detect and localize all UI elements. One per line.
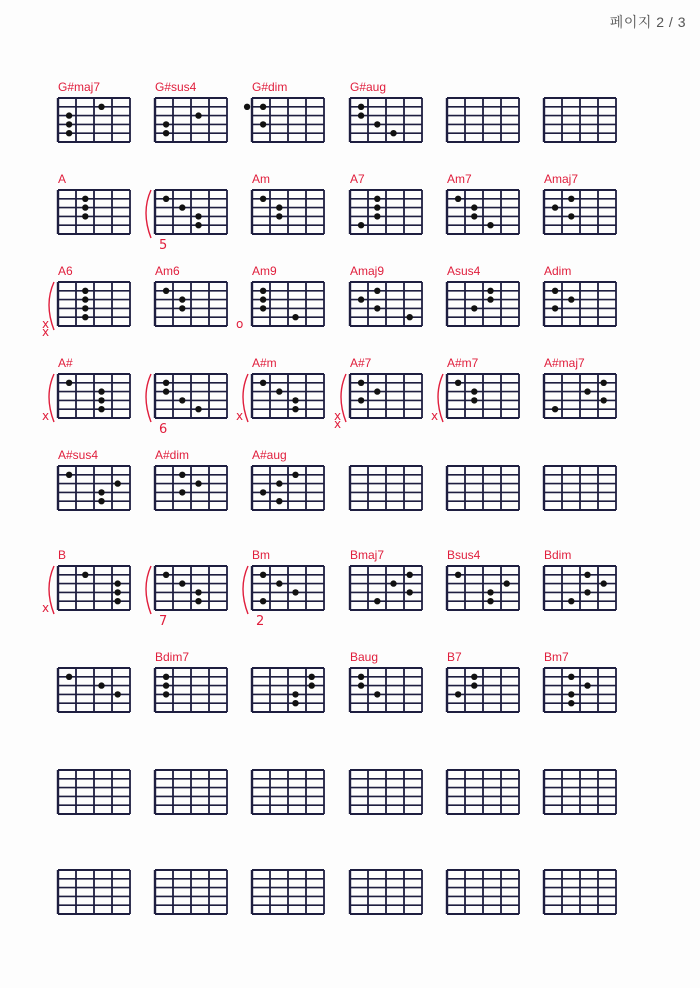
finger-dot [163, 682, 169, 688]
chord-grid [155, 264, 241, 356]
finger-dot [374, 388, 380, 394]
chord-diagram [447, 650, 533, 742]
chord-diagram [350, 548, 436, 640]
finger-dot [163, 196, 169, 202]
fret-number: 7 [159, 614, 168, 629]
finger-dot [66, 121, 72, 127]
finger-dot [568, 700, 574, 706]
finger-dot [179, 397, 185, 403]
finger-dot [260, 572, 266, 578]
chord-diagram [350, 852, 436, 944]
finger-dot [66, 380, 72, 386]
chord-diagram [58, 650, 144, 742]
chord-name: A# [58, 356, 73, 370]
finger-dot [584, 589, 590, 595]
finger-dot [487, 222, 493, 228]
finger-dot [66, 130, 72, 136]
chord-diagram [58, 752, 144, 844]
chord-name: Bdim [544, 548, 572, 562]
chord-diagram [544, 752, 630, 844]
finger-dot [358, 104, 364, 110]
finger-dot [115, 580, 121, 586]
chord-grid [252, 548, 338, 640]
chord-grid [544, 548, 630, 640]
finger-dot [358, 380, 364, 386]
chord-diagram [544, 80, 630, 172]
chord-diagram [155, 172, 241, 264]
barre-arc [146, 566, 151, 614]
finger-dot [552, 406, 558, 412]
chord-diagram [58, 448, 144, 540]
finger-dot [82, 305, 88, 311]
finger-dot [471, 388, 477, 394]
chord-name: Asus4 [447, 264, 481, 278]
finger-dot [163, 572, 169, 578]
mute-mark: x [42, 601, 50, 615]
chord-grid [447, 548, 533, 640]
finger-dot [66, 112, 72, 118]
finger-dot [179, 472, 185, 478]
chord-grid [58, 752, 144, 844]
finger-dot [98, 104, 104, 110]
chord-diagram [447, 752, 533, 844]
finger-dot [374, 121, 380, 127]
chord-grid [447, 448, 533, 540]
chord-name: Am9 [252, 264, 277, 278]
finger-dot [601, 397, 607, 403]
chord-name: A#sus4 [58, 448, 99, 462]
page-number: 페이지 2 / 3 [609, 14, 686, 30]
chord-name: Bm7 [544, 650, 569, 664]
finger-dot [276, 580, 282, 586]
chord-grid [447, 752, 533, 844]
finger-dot [374, 305, 380, 311]
chord-grid [58, 264, 144, 356]
chord-name: A#aug [252, 448, 287, 462]
chord-diagram [252, 752, 338, 844]
finger-dot [487, 598, 493, 604]
chord-grid [350, 448, 436, 540]
chord-diagram [252, 548, 338, 640]
finger-dot [115, 589, 121, 595]
chord-diagram [447, 448, 533, 540]
chord-grid [544, 264, 630, 356]
chord-grid [447, 80, 533, 172]
finger-dot [163, 388, 169, 394]
fret-number: 6 [159, 422, 168, 437]
finger-dot [309, 674, 315, 680]
finger-dot [260, 296, 266, 302]
finger-dot [358, 674, 364, 680]
finger-dot [374, 691, 380, 697]
chord-name: Bmaj7 [350, 548, 385, 562]
finger-dot [98, 489, 104, 495]
finger-dot [276, 388, 282, 394]
chord-grid [350, 80, 436, 172]
chord-name: A7 [350, 172, 365, 186]
chord-name: A [58, 172, 67, 186]
chord-diagram [350, 650, 436, 742]
chord-diagram [155, 264, 241, 356]
finger-dot [179, 296, 185, 302]
chord-name: B [58, 548, 67, 562]
finger-dot [471, 682, 477, 688]
finger-dot [195, 222, 201, 228]
finger-dot [98, 498, 104, 504]
finger-dot [260, 598, 266, 604]
chord-grid [544, 650, 630, 742]
finger-dot [455, 196, 461, 202]
finger-dot [358, 222, 364, 228]
barre-arc [146, 190, 151, 238]
chord-name: Am6 [155, 264, 180, 278]
finger-dot [244, 104, 250, 110]
chord-grid [58, 448, 144, 540]
finger-dot [82, 314, 88, 320]
finger-dot [179, 580, 185, 586]
chord-diagram [252, 852, 338, 944]
chord-grid [544, 356, 630, 448]
chord-name: G#maj7 [58, 80, 101, 94]
finger-dot [552, 288, 558, 294]
finger-dot [374, 204, 380, 210]
chord-grid [155, 172, 241, 264]
finger-dot [471, 305, 477, 311]
finger-dot [260, 288, 266, 294]
finger-dot [276, 213, 282, 219]
chord-name: A#maj7 [544, 356, 585, 370]
finger-dot [179, 489, 185, 495]
chord-grid [155, 548, 241, 640]
chord-name: Amaj9 [350, 264, 385, 278]
finger-dot [163, 288, 169, 294]
finger-dot [455, 691, 461, 697]
chord-diagram [350, 752, 436, 844]
chord-name: Am [252, 172, 270, 186]
finger-dot [374, 213, 380, 219]
finger-dot [98, 397, 104, 403]
chord-grid [350, 172, 436, 264]
finger-dot [195, 406, 201, 412]
chord-grid [155, 80, 241, 172]
chord-diagram [544, 448, 630, 540]
chord-name: Bm [252, 548, 270, 562]
finger-dot [82, 296, 88, 302]
chord-grid [252, 650, 338, 742]
mute-mark: o [236, 317, 244, 331]
chord-grid [544, 172, 630, 264]
finger-dot [584, 572, 590, 578]
finger-dot [568, 196, 574, 202]
finger-dot [195, 213, 201, 219]
chord-diagram [544, 548, 630, 640]
finger-dot [292, 691, 298, 697]
chord-diagram [544, 172, 630, 264]
finger-dot [82, 204, 88, 210]
finger-dot [260, 305, 266, 311]
chord-diagram [350, 448, 436, 540]
chord-grid [544, 448, 630, 540]
chord-name: A#7 [350, 356, 372, 370]
chord-grid [155, 650, 241, 742]
finger-dot [98, 406, 104, 412]
chord-diagram [350, 264, 436, 356]
finger-dot [390, 130, 396, 136]
chord-name: G#sus4 [155, 80, 197, 94]
finger-dot [471, 213, 477, 219]
chord-grid [58, 172, 144, 264]
finger-dot [407, 589, 413, 595]
finger-dot [584, 388, 590, 394]
finger-dot [455, 572, 461, 578]
chord-diagram [155, 852, 241, 944]
chord-diagram [155, 650, 241, 742]
finger-dot [66, 472, 72, 478]
finger-dot [163, 674, 169, 680]
finger-dot [358, 397, 364, 403]
finger-dot [292, 397, 298, 403]
finger-dot [292, 472, 298, 478]
finger-dot [98, 388, 104, 394]
chord-grid [447, 852, 533, 944]
mute-mark: x x [42, 317, 50, 339]
chord-diagram [544, 852, 630, 944]
finger-dot [455, 380, 461, 386]
chord-grid [350, 852, 436, 944]
chord-name: A6 [58, 264, 73, 278]
finger-dot [358, 112, 364, 118]
finger-dot [487, 589, 493, 595]
chord-grid [58, 356, 144, 448]
finger-dot [471, 204, 477, 210]
finger-dot [568, 213, 574, 219]
chord-name: Adim [544, 264, 572, 278]
chord-diagram [252, 650, 338, 742]
chord-diagram [431, 356, 533, 448]
chord-name: A#m [252, 356, 277, 370]
chord-name: A#dim [155, 448, 190, 462]
chord-name: G#aug [350, 80, 387, 94]
finger-dot [568, 691, 574, 697]
chord-name: G#dim [252, 80, 288, 94]
finger-dot [195, 589, 201, 595]
finger-dot [471, 397, 477, 403]
chord-diagram [544, 650, 630, 742]
chord-grid [58, 80, 144, 172]
finger-dot [115, 480, 121, 486]
chord-name: A#m7 [447, 356, 479, 370]
finger-dot [292, 314, 298, 320]
chord-grid [58, 548, 144, 640]
mute-mark: x [431, 409, 439, 423]
finger-dot [276, 204, 282, 210]
chord-diagram [155, 356, 241, 448]
chord-grid [350, 650, 436, 742]
finger-dot [552, 305, 558, 311]
mute-mark: x [42, 409, 50, 423]
finger-dot [260, 196, 266, 202]
chord-grid [447, 264, 533, 356]
chord-grid [447, 356, 533, 448]
chord-diagram [58, 80, 144, 172]
finger-dot [276, 480, 282, 486]
chord-grid [155, 356, 241, 448]
chord-grid [544, 80, 630, 172]
finger-dot [179, 204, 185, 210]
chord-grid [58, 650, 144, 742]
finger-dot [260, 380, 266, 386]
chord-grid [447, 172, 533, 264]
chord-name: Bdim7 [155, 650, 190, 664]
chord-name: Amaj7 [544, 172, 579, 186]
chord-diagram [334, 356, 436, 448]
chord-grid [252, 852, 338, 944]
finger-dot [195, 598, 201, 604]
finger-dot [260, 121, 266, 127]
chord-diagram [236, 356, 338, 448]
chord-grid [155, 448, 241, 540]
finger-dot [292, 700, 298, 706]
chord-grid [350, 548, 436, 640]
finger-dot [584, 682, 590, 688]
barre-arc [243, 566, 248, 614]
chord-grid [252, 448, 338, 540]
chord-grid [350, 356, 436, 448]
chord-name: B7 [447, 650, 462, 664]
chord-grid [544, 752, 630, 844]
chord-diagram [447, 264, 533, 356]
chord-grid [155, 752, 241, 844]
finger-dot [115, 691, 121, 697]
finger-dot [568, 674, 574, 680]
chord-diagram [252, 448, 338, 540]
finger-dot [309, 682, 315, 688]
finger-dot [115, 598, 121, 604]
mute-mark: x [236, 409, 244, 423]
chord-grid [447, 650, 533, 742]
finger-dot [82, 213, 88, 219]
finger-dot [98, 682, 104, 688]
chord-diagram [447, 852, 533, 944]
finger-dot [163, 380, 169, 386]
finger-dot [195, 112, 201, 118]
finger-dot [601, 380, 607, 386]
chord-grid [252, 356, 338, 448]
finger-dot [374, 196, 380, 202]
chord-grid [350, 264, 436, 356]
chord-diagram [58, 172, 144, 264]
finger-dot [552, 204, 558, 210]
finger-dot [163, 121, 169, 127]
chord-grid [252, 264, 338, 356]
barre-arc [146, 374, 151, 422]
finger-dot [487, 296, 493, 302]
finger-dot [163, 130, 169, 136]
chord-diagram [447, 80, 533, 172]
finger-dot [179, 305, 185, 311]
chord-diagram [350, 172, 436, 264]
finger-dot [195, 480, 201, 486]
chord-diagram [58, 852, 144, 944]
chord-diagram [544, 356, 630, 448]
finger-dot [390, 580, 396, 586]
chord-name: Am7 [447, 172, 472, 186]
finger-dot [82, 196, 88, 202]
finger-dot [66, 674, 72, 680]
finger-dot [374, 598, 380, 604]
finger-dot [358, 682, 364, 688]
chord-diagram [252, 172, 338, 264]
finger-dot [276, 498, 282, 504]
chord-grid [58, 852, 144, 944]
finger-dot [374, 288, 380, 294]
chord-diagram [42, 356, 144, 448]
chord-diagram [544, 264, 630, 356]
finger-dot [487, 288, 493, 294]
finger-dot [471, 674, 477, 680]
chord-grid [350, 752, 436, 844]
finger-dot [568, 296, 574, 302]
chord-grid [252, 80, 338, 172]
finger-dot [358, 296, 364, 302]
chord-diagram [155, 448, 241, 540]
chord-diagram [350, 80, 436, 172]
chord-diagram [447, 548, 533, 640]
chord-grid [155, 852, 241, 944]
finger-dot [568, 598, 574, 604]
finger-dot [292, 406, 298, 412]
chord-grid [544, 852, 630, 944]
fret-number: 2 [256, 614, 265, 629]
finger-dot [504, 580, 510, 586]
finger-dot [82, 572, 88, 578]
chord-diagram [236, 264, 338, 356]
finger-dot [407, 314, 413, 320]
finger-dot [82, 288, 88, 294]
chord-diagram [447, 172, 533, 264]
chord-diagram [42, 548, 144, 640]
finger-dot [260, 104, 266, 110]
chord-diagram [252, 80, 338, 172]
chord-diagram [155, 80, 241, 172]
fret-number: 5 [159, 238, 168, 253]
finger-dot [163, 691, 169, 697]
finger-dot [601, 580, 607, 586]
finger-dot [292, 589, 298, 595]
chord-diagram [42, 264, 144, 356]
finger-dot [260, 489, 266, 495]
chord-name: Baug [350, 650, 379, 664]
chord-name: Bsus4 [447, 548, 481, 562]
chord-diagram [155, 548, 241, 640]
finger-dot [407, 572, 413, 578]
chord-grid [252, 172, 338, 264]
chord-diagram [155, 752, 241, 844]
mute-mark: x x [334, 409, 342, 431]
chord-grid [252, 752, 338, 844]
